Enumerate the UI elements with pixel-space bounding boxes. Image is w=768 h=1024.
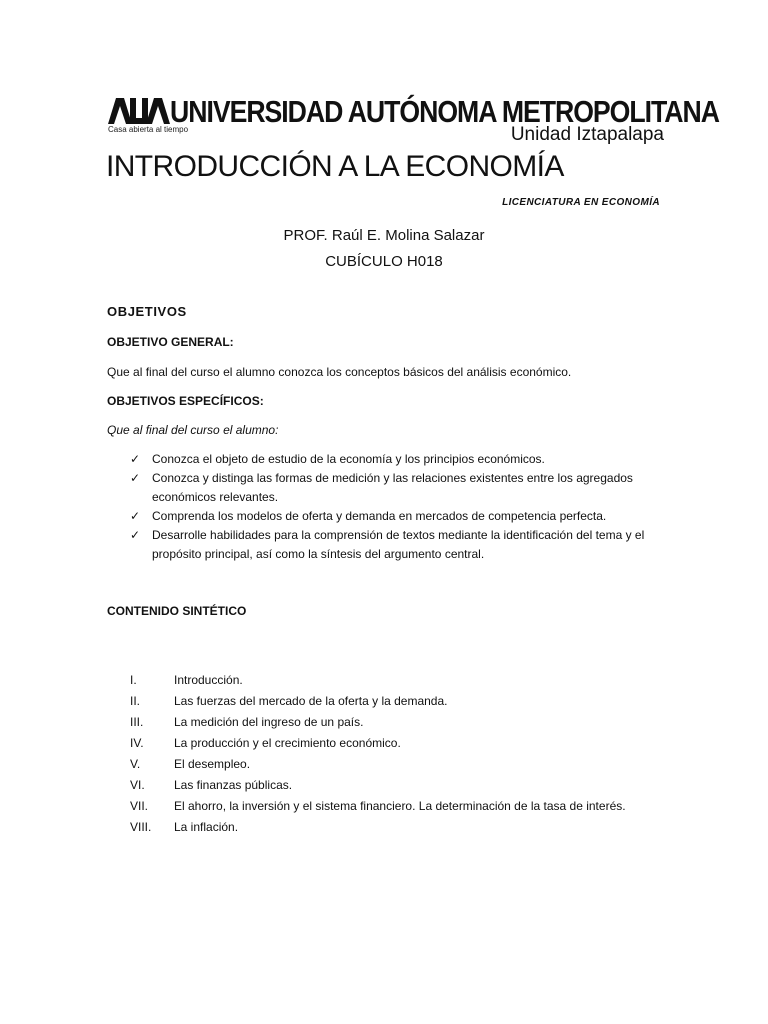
checkmark-icon: ✓ [130,471,141,485]
list-item-text: Comprenda los modelos de oferta y demanda en mercados de competencia perfecta. [152,509,607,523]
item-number: VIII. [130,820,152,834]
item-number: VII. [130,799,149,813]
checkmark-icon: ✓ [130,452,141,466]
general-objective-text: Que al final del curso el alumno conozca los conceptos básicos del análisis económico. [107,365,572,379]
item-text: Introducción. [174,673,243,687]
item-number: I. [130,673,137,687]
item-text: Las fuerzas del mercado de la oferta y la demanda. [174,694,448,708]
item-text: La inflación. [174,820,239,834]
item-number: V. [130,757,141,771]
list-item-text: Desarrolle habilidades para la comprensión de textos mediante la identificación del tema y el propósito principal, así como la síntesis del argumento central. [152,528,645,561]
course-title: INTRODUCCIÓN A LA ECONOMÍA [106,150,564,183]
item-number: II. [130,694,141,708]
objectives-heading: OBJETIVOS [107,304,187,319]
list-item-text: Conozca el objeto de estudio de la economía y los principios económicos. [152,452,545,466]
specific-objectives-heading: OBJETIVOS ESPECÍFICOS: [107,394,264,408]
uam-logo-icon [108,98,170,124]
list-item-text: Conozca y distinga las formas de medición y las relaciones existentes entre los agregados económicos relevantes. [152,471,633,504]
checkmark-icon: ✓ [130,528,141,542]
professor-name: PROF. Raúl E. Molina Salazar [283,227,485,244]
item-text: Las finanzas públicas. [174,778,293,792]
checkmark-icon: ✓ [130,509,141,523]
general-objective-heading: OBJETIVO GENERAL: [107,335,234,349]
item-text: El ahorro, la inversión y el sistema financiero. La determinación de la tasa de interés. [174,799,626,813]
item-text: La medición del ingreso de un país. [174,715,364,729]
degree-label: LICENCIATURA EN ECONOMÍA [502,197,660,208]
list-item [130,469,670,507]
unit-name: Unidad Iztapalapa [510,124,664,145]
item-number: IV. [130,736,144,750]
university-tagline: Casa abierta al tiempo [108,125,189,134]
content-heading: CONTENIDO SINTÉTICO [107,604,247,618]
office-label: CUBÍCULO H018 [325,253,443,270]
university-name: UNIVERSIDAD AUTÓNOMA METROPOLITANA [170,94,719,129]
item-number: VI. [130,778,145,792]
item-text: La producción y el crecimiento económico. [174,736,401,750]
list-item [130,507,670,526]
specific-objectives-list [130,450,670,564]
item-text: El desempleo. [174,757,251,771]
list-item [130,450,670,469]
item-number: III. [130,715,144,729]
specific-objectives-intro: Que al final del curso el alumno: [107,423,279,437]
list-item [130,526,670,564]
